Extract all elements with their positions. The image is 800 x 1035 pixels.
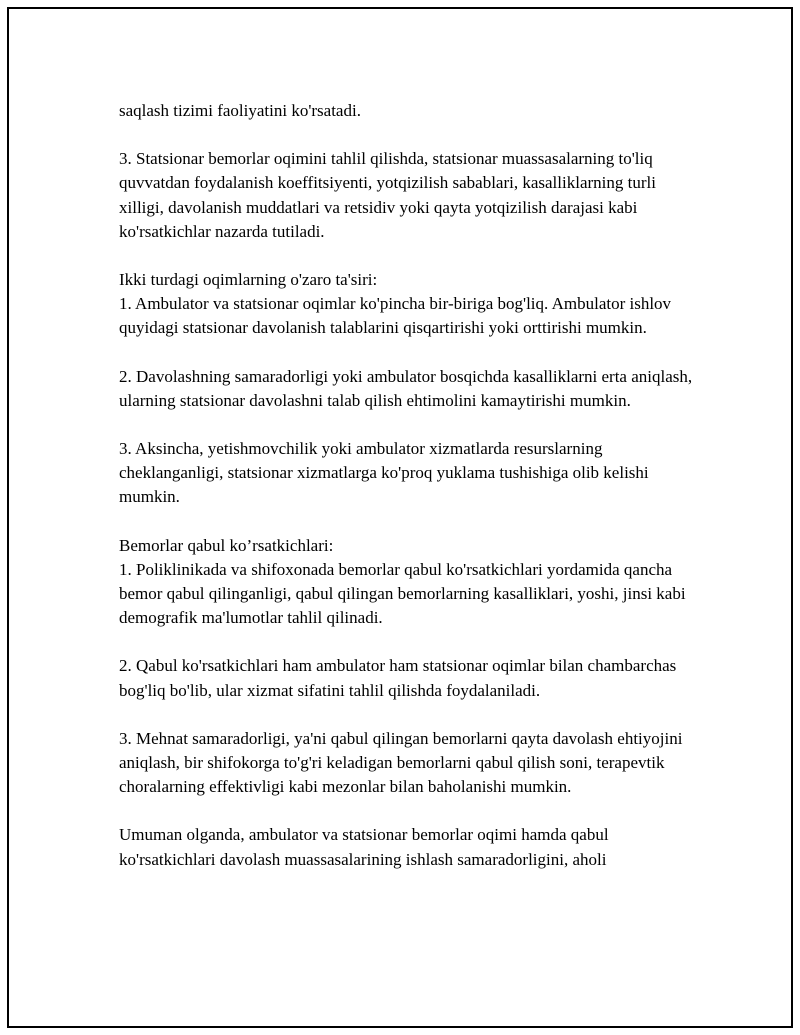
paragraph-conclusion: Umuman olganda, ambulator va statsionar bemorlar oqimi hamda qabul ko'rsatkichlari davolash muassasalarining ishlash samaradorligini, aholi <box>119 825 609 869</box>
document-body <box>119 99 699 896</box>
paragraph-admission-link: 2. Qabul ko'rsatkichlari ham ambulator ham statsionar oqimlar bilan chambarchas bog'liq bo'lib, ular xizmat sifatini tahlil qilishda foydalaniladi. <box>119 656 677 700</box>
paragraph-admission-heading: Bemorlar qabul ko’rsatkichlari: 1. Poliklinikada va shifoxonada bemorlar qabul ko'rsatkichlari yordamida qancha bemor qabul qilinganligi, qabul qilingan bemorlarning kasalliklari, yoshi, jinsi kabi demografik ma'lumotlar tahlil qilinadi. <box>119 535 686 628</box>
paragraph-resource-limits: 3. Aksincha, yetishmovchilik yoki ambulator xizmatlarda resurslarning cheklanganligi, statsionar xizmatlarga ko'proq yuklama tushishiga olib kelishi mumkin. <box>119 439 649 507</box>
paragraph-efficiency: 3. Mehnat samaradorligi, ya'ni qabul qilingan bemorlarni qayta davolash ehtiyojini aniqlash, bir shifokorga to'g'ri keladigan bemorlarni qabul qilish soni, terapevtik choralarning effektivligi kabi mezonlar bilan baholanishi mumkin. <box>119 728 683 797</box>
paragraph-early-detection: 2. Davolashning samaradorligi yoki ambulator bosqichda kasalliklarni erta aniqlash, ularning statsionar davolashni talab qilish ehtimolini kamaytirishi mumkin. <box>119 366 693 410</box>
paragraph-inpatient-flow: 3. Statsionar bemorlar oqimini tahlil qilishda, statsionar muassasalarning to'liq quvvatdan foydalanish koeffitsiyenti, yotqizilish sabablari, kasalliklarning turli xilligi, davolanish muddatlari va retsidiv yoki qayta yotqizilish darajasi kabi ko'rsatkichlar nazarda tutiladi. <box>119 149 656 241</box>
paragraph-continuation: saqlash tizimi faoliyatini ko'rsatadi. <box>119 101 361 120</box>
paragraph-interaction-heading: Ikki turdagi oqimlarning o'zaro ta'siri: 1. Ambulator va statsionar oqimlar ko'pincha bir-biriga bog'liq. Ambulator ishlov quyidagi statsionar davolanish talablarini qisqartirishi yoki orttirishi mumkin. <box>119 270 672 338</box>
page-frame <box>7 7 793 1028</box>
